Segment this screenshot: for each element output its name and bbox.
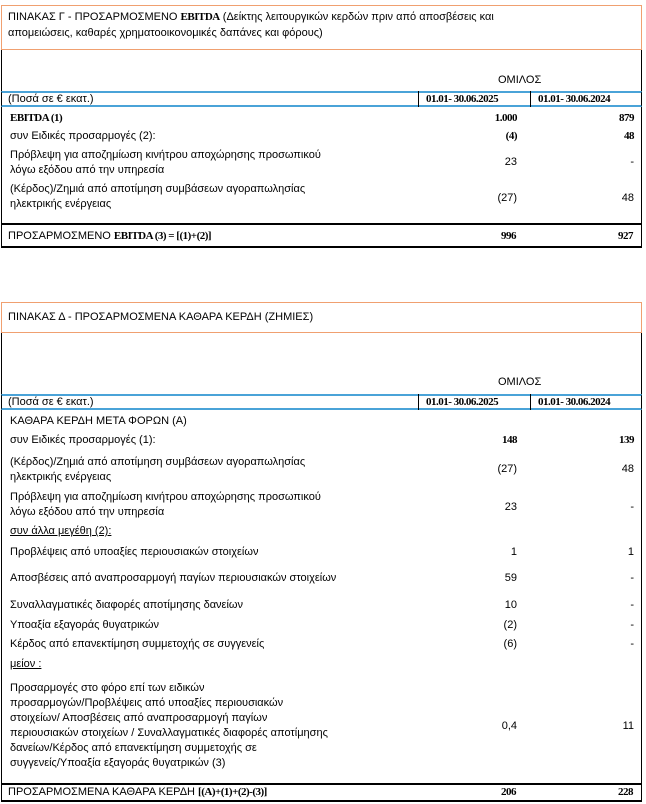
table-c-column-header [1, 91, 642, 107]
table-c-group-label: ΟΜΙΛΟΣ [498, 74, 542, 86]
table-row: συν Ειδικές προσαρμογές (2): (4) 48 [10, 130, 634, 142]
table-d-group-label: ΟΜΙΛΟΣ [498, 376, 542, 388]
table-c-header-frame [1, 50, 642, 92]
column-divider [530, 91, 531, 107]
table-row: (Κέρδος)/Ζημιά από αποτίμηση συμβάσεων αγοραπωλησίας ηλεκτρικής ενέργειας (27) 48 [10, 183, 634, 210]
table-d-header-frame [1, 333, 642, 395]
total-2025: 206 [501, 786, 516, 798]
table-d-title: ΠΙΝΑΚΑΣ Δ - ΠΡΟΣΑΡΜΟΣΜΕΝΑ ΚΑΘΑΡΑ ΚΕΡΔΗ (ΖΗΜΙΕΣ) [1, 302, 642, 333]
column-2025: 01.01- 30.06.2025 [426, 93, 499, 105]
total-2024: 228 [618, 786, 633, 798]
column-divider [418, 394, 419, 410]
column-2025: 01.01- 30.06.2025 [426, 396, 499, 408]
total-2024: 927 [618, 230, 633, 242]
column-2024: 01.01- 30.06.2024 [538, 396, 611, 408]
column-2024: 01.01- 30.06.2024 [538, 93, 611, 105]
table-row: Πρόβλεψη για αποζημίωση κινήτρου αποχώρησης προσωπικού λόγω εξόδου από την υπηρεσία 23 - [10, 149, 634, 176]
column-divider [530, 394, 531, 410]
total-2025: 996 [501, 230, 516, 242]
total-label: ΠΡΟΣΑΡΜΟΣΜΕΝΟ EBITDA (3) = [(1)+(2)] [8, 230, 212, 242]
table-d-column-header [1, 394, 642, 410]
amounts-label: (Ποσά σε € εκατ.) [8, 93, 94, 105]
table-c-title: ΠΙΝΑΚΑΣ Γ - ΠΡΟΣΑΡΜΟΣΜΕΝΟ EBITDA (Δείκτης λειτουργικών κερδών πριν από αποσβέσεις και απομειώσεις, καθαρές χρηματοοικονομικές δαπάνες και φόρους) [1, 5, 642, 50]
table-d-total-row [1, 783, 642, 802]
table-row: EBITDA (1) 1.000 879 [10, 112, 634, 124]
column-divider [418, 91, 419, 107]
amounts-label: (Ποσά σε € εκατ.) [8, 396, 94, 408]
table-c-total-row [1, 223, 642, 248]
total-label: ΠΡΟΣΑΡΜΟΣΜΕΝΑ ΚΑΘΑΡΑ ΚΕΡΔΗ [(Α)+(1)+(2)-(3)] [8, 786, 267, 798]
